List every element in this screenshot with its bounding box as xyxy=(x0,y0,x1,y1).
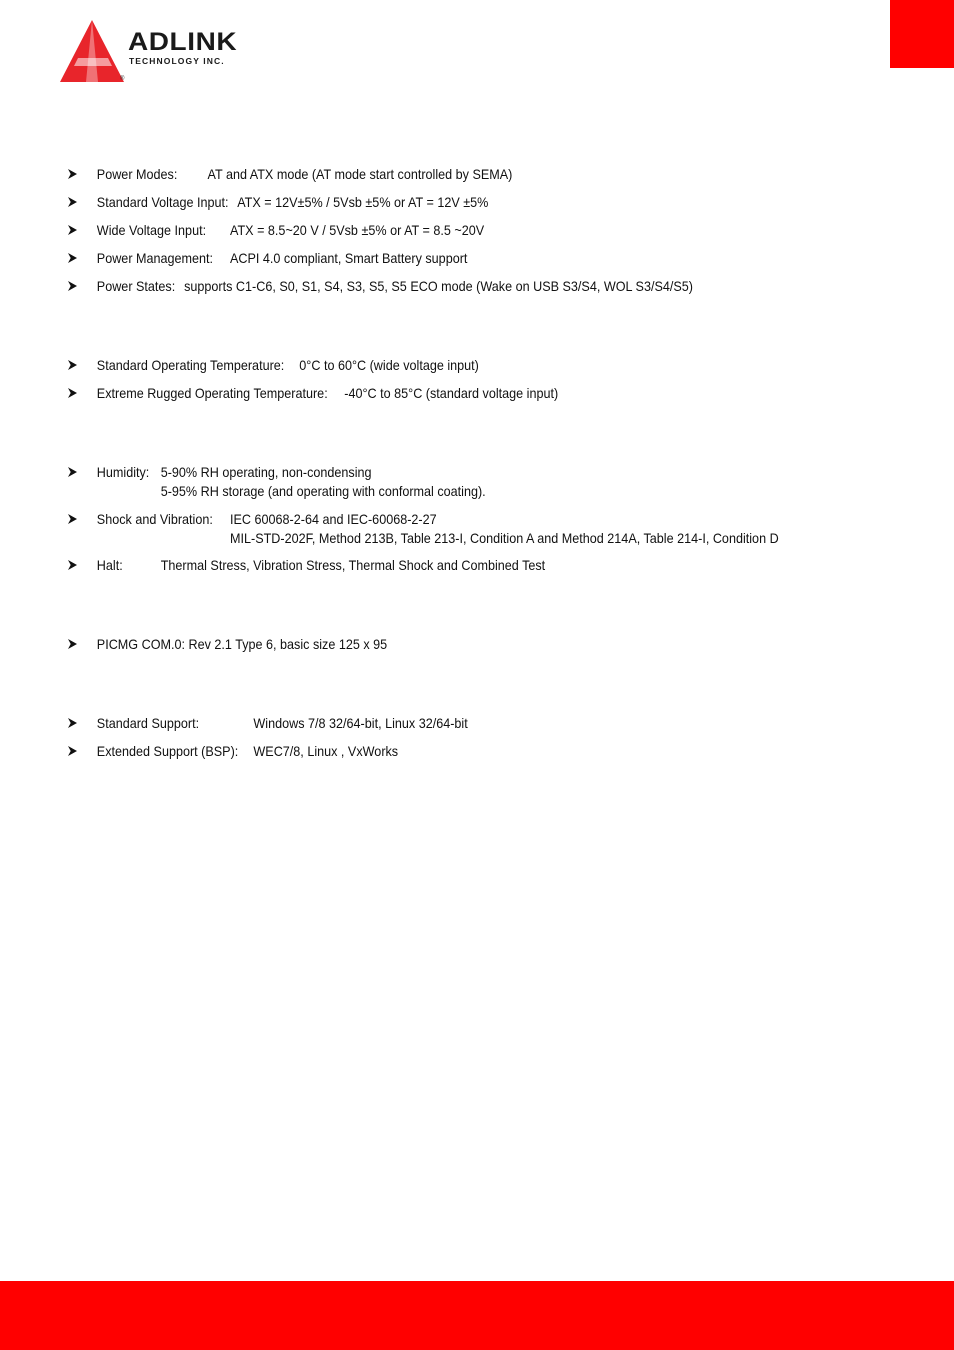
spec-value: IEC 60068-2-64 and IEC-60068-2-27 xyxy=(230,511,437,527)
arrow-bullet-icon xyxy=(68,356,79,374)
arrow-bullet-icon xyxy=(68,249,79,267)
arrow-bullet-icon xyxy=(68,463,79,481)
spec-value: Thermal Stress, Vibration Stress, Thermal Shock and Combined Test xyxy=(160,557,546,573)
spec-label: Standard Voltage Input: xyxy=(96,194,229,210)
spec-value: supports C1-C6, S0, S1, S4, S3, S5, S5 ECO mode (Wake on USB S3/S4, WOL S3/S4/S5) xyxy=(184,278,693,294)
logo-tagline: TECHNOLOGY INC. xyxy=(129,56,225,66)
corner-tab xyxy=(890,0,954,68)
spec-value: AT and ATX mode (AT mode start controlled by SEMA) xyxy=(207,166,513,182)
adlink-triangle-icon xyxy=(58,18,126,86)
arrow-bullet-icon xyxy=(68,277,79,295)
spec-label: Extreme Rugged Operating Temperature: xyxy=(96,385,328,401)
arrow-bullet-icon xyxy=(68,714,79,732)
arrow-bullet-icon xyxy=(68,221,79,239)
spec-label: Standard Support: xyxy=(96,715,200,731)
spec-value: ACPI 4.0 compliant, Smart Battery support xyxy=(230,250,468,266)
spec-label: Standard Operating Temperature: xyxy=(96,357,285,373)
spec-value: -40°C to 85°C (standard voltage input) xyxy=(344,385,559,401)
spec-value: 5-90% RH operating, non-condensing xyxy=(160,464,372,480)
spec-label: Wide Voltage Input: xyxy=(96,222,207,238)
spec-value: PICMG COM.0: Rev 2.1 Type 6, basic size 125 x 95 xyxy=(96,636,388,652)
arrow-bullet-icon xyxy=(68,556,79,574)
spec-value: 0°C to 60°C (wide voltage input) xyxy=(299,357,479,373)
arrow-bullet-icon xyxy=(68,384,79,402)
arrow-bullet-icon xyxy=(68,510,79,528)
arrow-bullet-icon xyxy=(68,635,79,653)
spec-value: ATX = 8.5~20 V / 5Vsb ±5% or AT = 8.5 ~20V xyxy=(230,222,485,238)
spec-label: Power Modes: xyxy=(96,166,178,182)
footer-band xyxy=(0,1281,954,1350)
adlink-logo xyxy=(58,18,278,86)
spec-label: Shock and Vibration: xyxy=(96,511,213,527)
spec-value: ATX = 12V±5% / 5Vsb ±5% or AT = 12V ±5% xyxy=(237,194,489,210)
logo-wordmark: ADLINK xyxy=(128,28,238,56)
spec-value: 5-95% RH storage (and operating with conformal coating). xyxy=(160,483,486,499)
arrow-bullet-icon xyxy=(68,193,79,211)
spec-label: Halt: xyxy=(96,557,123,573)
arrow-bullet-icon xyxy=(68,742,79,760)
spec-label: Humidity: xyxy=(96,464,150,480)
registered-mark: ® xyxy=(120,76,125,82)
spec-label: Power Management: xyxy=(96,250,214,266)
arrow-bullet-icon xyxy=(68,165,79,183)
spec-value: MIL-STD-202F, Method 213B, Table 213-I, Condition A and Method 214A, Table 214-I, Condition D xyxy=(230,530,779,546)
spec-value: Windows 7/8 32/64-bit, Linux 32/64-bit xyxy=(253,715,468,731)
spec-label: Extended Support (BSP): xyxy=(96,743,239,759)
spec-label: Power States: xyxy=(96,278,176,294)
spec-value: WEC7/8, Linux , VxWorks xyxy=(253,743,399,759)
